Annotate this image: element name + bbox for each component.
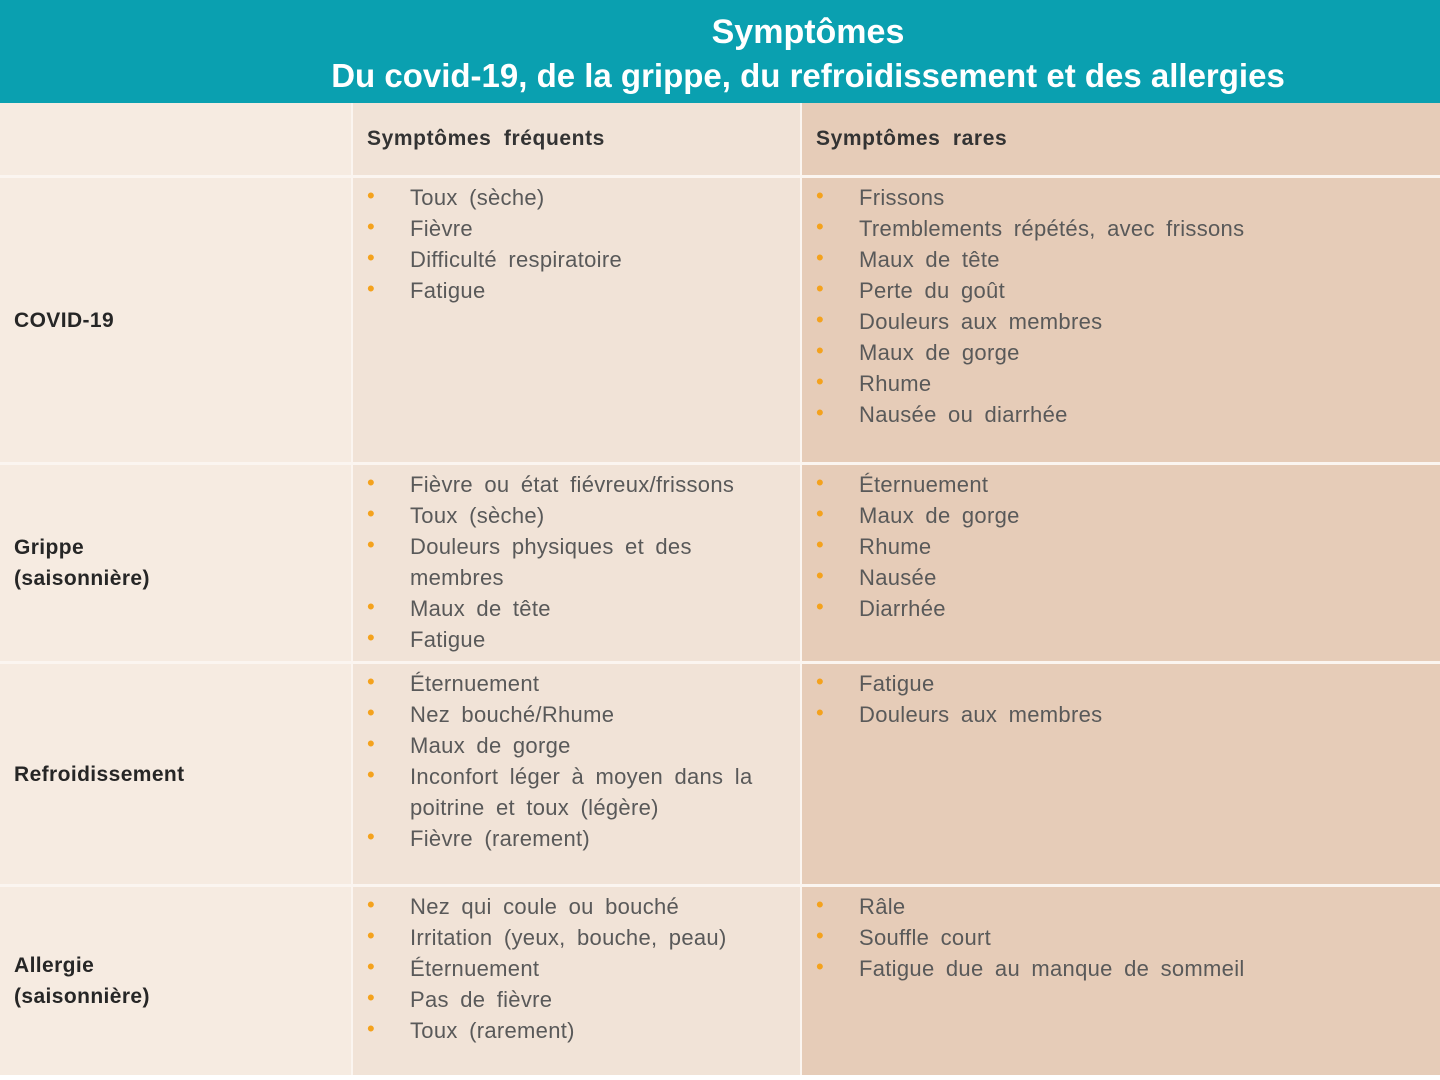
list-item: • Maux de gorge — [353, 730, 800, 761]
symptoms-table — [0, 103, 1440, 1075]
rare-list — [802, 887, 1440, 984]
row-label: Allergie (saisonnière) — [14, 954, 150, 1008]
list-item: • Nez bouché/Rhume — [353, 699, 800, 730]
list-item: • Rhume — [802, 368, 1440, 399]
list-item: • Éternuement — [353, 953, 800, 984]
list-item: • Maux de tête — [353, 593, 800, 624]
list-item: • Pas de fièvre — [353, 984, 800, 1015]
column-header-rare: Symptômes rares — [816, 127, 1008, 150]
frequent-list — [353, 465, 800, 655]
list-item: • Râle — [802, 891, 1440, 922]
header-empty-cell — [0, 103, 352, 177]
slide-subtitle: Du covid-19, de la grippe, du refroidissement et des allergies — [331, 57, 1285, 94]
list-item: • Irritation (yeux, bouche, peau) — [353, 922, 800, 953]
list-item: • Nausée ou diarrhée — [802, 399, 1440, 430]
frequent-list — [353, 178, 800, 306]
header-frequent-cell — [352, 103, 801, 177]
list-item: • Tremblements répétés, avec frissons — [802, 213, 1440, 244]
rare-list — [802, 664, 1440, 730]
list-item: • Fatigue — [353, 275, 800, 306]
list-item: • Éternuement — [353, 668, 800, 699]
list-item: • Perte du goût — [802, 275, 1440, 306]
list-item: • Rhume — [802, 531, 1440, 562]
list-item: • Fatigue — [802, 668, 1440, 699]
table-row — [0, 464, 1440, 663]
list-item: • Maux de gorge — [802, 337, 1440, 368]
list-item: • Douleurs physiques et des membres — [353, 531, 800, 593]
table-row — [0, 886, 1440, 1076]
rare-cell — [801, 464, 1440, 663]
list-item: • Souffle court — [802, 922, 1440, 953]
list-item: • Nez qui coule ou bouché — [353, 891, 800, 922]
list-item: • Fièvre — [353, 213, 800, 244]
list-item: • Maux de tête — [802, 244, 1440, 275]
list-item: • Fatigue due au manque de sommeil — [802, 953, 1440, 984]
frequent-list — [353, 887, 800, 1046]
list-item: • Difficulté respiratoire — [353, 244, 800, 275]
list-item: • Toux (sèche) — [353, 500, 800, 531]
list-item: • Fatigue — [353, 624, 800, 655]
list-item: • Éternuement — [802, 469, 1440, 500]
list-item: • Fièvre (rarement) — [353, 823, 800, 854]
list-item: • Douleurs aux membres — [802, 699, 1440, 730]
list-item: • Maux de gorge — [802, 500, 1440, 531]
row-label-cell — [0, 663, 352, 886]
frequent-cell — [352, 177, 801, 464]
frequent-list — [353, 664, 800, 854]
title-banner — [0, 0, 1440, 103]
list-item: • Diarrhée — [802, 593, 1440, 624]
rare-cell — [801, 663, 1440, 886]
column-header-frequent: Symptômes fréquents — [367, 127, 605, 150]
rare-list — [802, 178, 1440, 430]
row-label-cell — [0, 177, 352, 464]
row-label: COVID-19 — [14, 308, 115, 332]
header-rare-cell — [801, 103, 1440, 177]
frequent-cell — [352, 663, 801, 886]
list-item: • Toux (rarement) — [353, 1015, 800, 1046]
list-item: • Nausée — [802, 562, 1440, 593]
row-label: Refroidissement — [14, 762, 185, 786]
slide-title: Symptômes — [711, 13, 905, 51]
rare-cell — [801, 886, 1440, 1076]
list-item: • Inconfort léger à moyen dans la poitrine et toux (légère) — [353, 761, 800, 823]
list-item: • Toux (sèche) — [353, 182, 800, 213]
table-header-row — [0, 103, 1440, 177]
frequent-cell — [352, 464, 801, 663]
frequent-cell — [352, 886, 801, 1076]
table-row — [0, 177, 1440, 464]
row-label-cell — [0, 464, 352, 663]
rare-list — [802, 465, 1440, 624]
table-row — [0, 663, 1440, 886]
list-item: • Fièvre ou état fiévreux/frissons — [353, 469, 800, 500]
row-label: Grippe (saisonnière) — [14, 536, 150, 590]
list-item: • Frissons — [802, 182, 1440, 213]
row-label-cell — [0, 886, 352, 1076]
list-item: • Douleurs aux membres — [802, 306, 1440, 337]
rare-cell — [801, 177, 1440, 464]
